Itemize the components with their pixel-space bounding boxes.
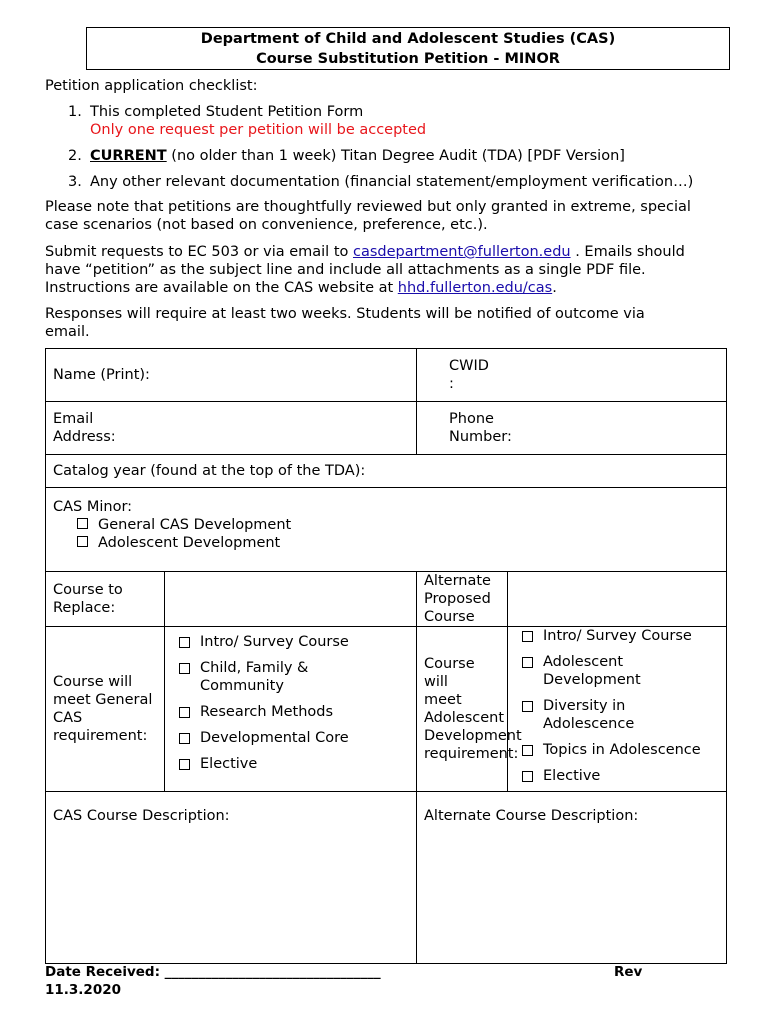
alternate-course-label-cell: [417, 572, 508, 627]
name-field[interactable]: [46, 349, 417, 402]
checkbox-general-intro-survey[interactable]: [179, 637, 190, 648]
department-title: Department of Child and Adolescent Studies (CAS): [200, 31, 616, 47]
general-req-line-2: meet General: [53, 692, 153, 708]
checkbox-developmental-core[interactable]: [179, 733, 190, 744]
minor-option-general-label: General CAS Development: [98, 517, 292, 533]
form-title-box: [86, 27, 730, 70]
catalog-year-field[interactable]: [46, 455, 727, 488]
checklist-num-3: 3.: [68, 174, 82, 190]
phone-label-line-2: Number:: [449, 429, 512, 445]
cwid-field[interactable]: [417, 349, 727, 402]
note-paragraph-2-line-2: have “petition” as the subject line and include all attachments as a single PDF file.: [45, 262, 646, 278]
email-link[interactable]: casdepartment@fullerton.edu: [352, 244, 571, 260]
instructions-period: .: [552, 280, 557, 296]
phone-number-field[interactable]: [417, 402, 727, 455]
general-req-line-1: Course will: [53, 674, 133, 690]
adol-option-adolescent-development[interactable]: [522, 653, 719, 689]
adol-option-adolescent-development-label-1: Adolescent: [543, 654, 624, 670]
website-link[interactable]: hhd.fullerton.edu/cas: [397, 280, 553, 296]
checkbox-general-cas-development[interactable]: [77, 518, 88, 529]
adol-option-intro-label: Intro/ Survey Course: [543, 628, 692, 644]
adol-req-line-1: Course will: [424, 656, 475, 690]
adol-option-topics-label: Topics in Adolescence: [543, 742, 701, 758]
adol-option-adolescent-development-label-2: Development: [543, 672, 641, 688]
alternate-course-input[interactable]: [508, 572, 727, 627]
checkbox-adolescent-development[interactable]: [77, 536, 88, 547]
minor-option-adolescent[interactable]: [77, 534, 719, 552]
minor-option-adolescent-label: Adolescent Development: [98, 535, 281, 551]
submit-text-end: . Emails should: [575, 244, 685, 260]
checklist-item-1: This completed Student Petition Form: [90, 104, 364, 120]
checkbox-adol-intro-survey[interactable]: [522, 631, 533, 642]
cas-course-description-field[interactable]: [46, 792, 417, 964]
adol-req-line-5: requirement:: [424, 746, 519, 762]
checkbox-adol-adolescent-development[interactable]: [522, 657, 533, 668]
revision-label: Rev: [614, 964, 643, 980]
date-received-line: Date Received: ________________________________: [45, 964, 381, 980]
catalog-year-label: Catalog year (found at the top of the TDA):: [53, 463, 366, 479]
cwid-label: [449, 357, 719, 393]
general-option-child-family-label-1: Child, Family &: [200, 660, 309, 676]
adol-option-intro[interactable]: [522, 627, 719, 645]
email-address-field[interactable]: [46, 402, 417, 455]
email-label-line-2: Address:: [53, 429, 116, 445]
adol-option-topics[interactable]: [522, 741, 719, 759]
cas-minor-field: [46, 488, 727, 572]
adol-option-diversity-label-2: Adolescence: [543, 716, 635, 732]
note-paragraph-2-line-1: [45, 243, 685, 261]
petition-title: Course Substitution Petition - MINOR: [256, 51, 560, 67]
adol-req-line-3: Adolescent: [424, 710, 505, 726]
general-option-research[interactable]: [179, 703, 409, 721]
general-option-intro-label: Intro/ Survey Course: [200, 634, 349, 650]
current-emphasis: CURRENT: [90, 148, 167, 164]
adol-option-diversity-label-1: Diversity in: [543, 698, 626, 714]
revision-date: 11.3.2020: [45, 982, 122, 998]
alternate-course-line-3: Course: [424, 609, 475, 625]
name-label: Name (Print):: [53, 367, 150, 383]
general-req-line-4: requirement:: [53, 728, 148, 744]
checkbox-child-family-community[interactable]: [179, 663, 190, 674]
note-paragraph-3-line-1: Responses will require at least two weeks. Students will be notified of outcome via: [45, 306, 645, 322]
general-option-developmental-core-label: Developmental Core: [200, 730, 349, 746]
note-paragraph-3-line-2: email.: [45, 324, 90, 340]
minor-option-general[interactable]: [77, 516, 719, 534]
general-option-child-family-label-2: Community: [200, 678, 284, 694]
alternate-course-description-label: Alternate Course Description:: [424, 808, 639, 824]
adol-option-elective-label: Elective: [543, 768, 601, 784]
alternate-course-description-field[interactable]: [417, 792, 727, 964]
note-paragraph-2-line-3: [45, 279, 557, 297]
cwid-label-line-2: :: [449, 376, 454, 392]
course-to-replace-input[interactable]: [165, 572, 417, 627]
cas-minor-label: CAS Minor:: [53, 499, 133, 515]
cwid-label-line-1: CWID: [449, 358, 489, 374]
general-req-line-3: CAS: [53, 710, 83, 726]
checklist-heading: Petition application checklist:: [45, 78, 258, 94]
general-requirement-options: [165, 627, 417, 792]
checklist-item-2-text: (no older than 1 week) Titan Degree Audit (TDA) [PDF Version]: [171, 148, 625, 164]
checklist-num-1: 1.: [68, 104, 82, 120]
checklist-item-1-note: Only one request per petition will be accepted: [90, 122, 427, 138]
general-option-research-label: Research Methods: [200, 704, 334, 720]
general-option-intro[interactable]: [179, 633, 409, 651]
course-to-replace-line-1: Course to: [53, 582, 123, 598]
note-paragraph-1-line-2: case scenarios (not based on convenience, preference, etc.).: [45, 217, 488, 233]
adolescent-requirement-label-cell: [417, 627, 522, 792]
general-option-elective[interactable]: [179, 755, 409, 773]
adol-option-elective[interactable]: [522, 767, 719, 785]
checklist-item-3: Any other relevant documentation (financial statement/employment verification…): [90, 174, 694, 190]
general-requirement-label-cell: [46, 627, 165, 792]
phone-label-line-1: Phone: [449, 411, 494, 427]
checkbox-general-elective[interactable]: [179, 759, 190, 770]
general-option-child-family[interactable]: [179, 659, 409, 695]
course-to-replace-line-2: Replace:: [53, 600, 116, 616]
cas-course-description-label: CAS Course Description:: [53, 808, 230, 824]
course-to-replace-label-cell: [46, 572, 165, 627]
checkbox-adol-elective[interactable]: [522, 771, 533, 782]
alternate-course-line-1: Alternate: [424, 573, 491, 589]
adol-option-diversity[interactable]: [522, 697, 719, 733]
petition-form-table: [45, 348, 727, 964]
checkbox-research-methods[interactable]: [179, 707, 190, 718]
submit-text: Submit requests to EC 503 or via email to: [45, 244, 349, 260]
alternate-course-line-2: Proposed: [424, 591, 491, 607]
adol-req-line-2: meet: [424, 692, 462, 708]
checkbox-diversity-in-adolescence[interactable]: [522, 701, 533, 712]
email-label-line-1: Email: [53, 411, 94, 427]
general-option-developmental-core[interactable]: [179, 729, 409, 747]
checklist-item-2: [90, 147, 625, 165]
checkbox-topics-in-adolescence[interactable]: [522, 745, 533, 756]
checklist-num-2: 2.: [68, 148, 82, 164]
adolescent-requirement-options: [508, 627, 727, 792]
instructions-text: Instructions are available on the CAS website at: [45, 280, 394, 296]
general-option-elective-label: Elective: [200, 756, 258, 772]
adol-req-line-4: Development: [424, 728, 522, 744]
note-paragraph-1-line-1: Please note that petitions are thoughtfully reviewed but only granted in extreme, special: [45, 199, 691, 215]
